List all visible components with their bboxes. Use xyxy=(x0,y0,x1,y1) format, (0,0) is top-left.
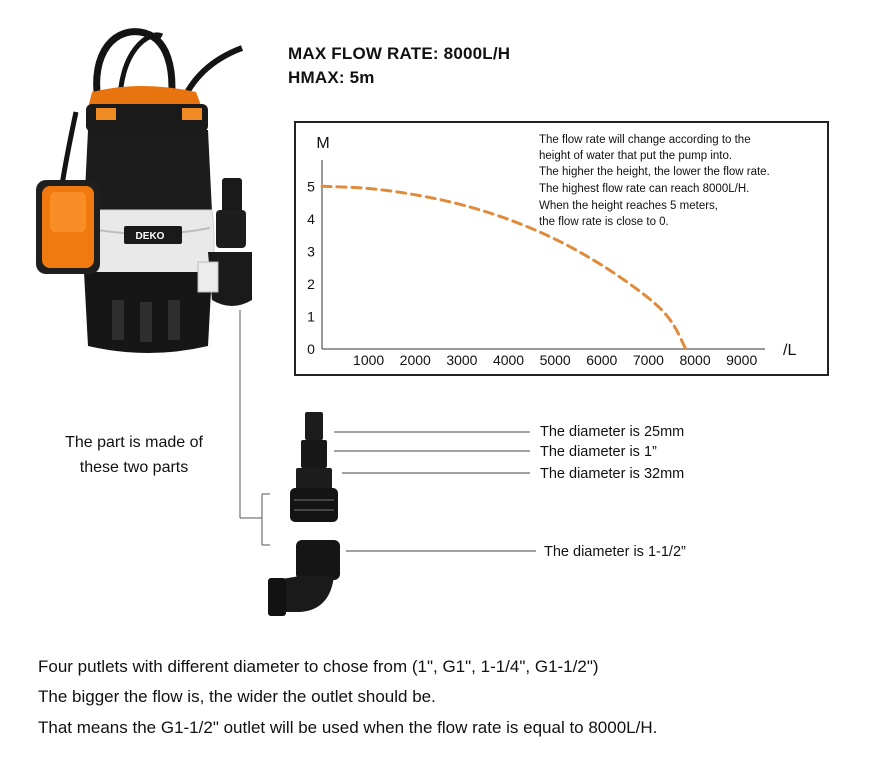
x-tick-label-5000: 5000 xyxy=(539,352,571,368)
y-tick-label-5: 5 xyxy=(307,178,315,195)
diameter-label-1in: The diameter is 1” xyxy=(540,444,657,460)
bottom-text-line-3: That means the G1-1/2" outlet will be used when the flow rate is equal to 8000L/H. xyxy=(38,718,658,737)
x-tick-label-8000: 8000 xyxy=(679,352,711,368)
chart-note-line-2: height of water that put the pump into. xyxy=(539,150,733,162)
x-tick-label-9000: 9000 xyxy=(726,352,758,368)
x-axis-label: /L xyxy=(783,342,797,359)
hmax-spec: HMAX: 5m xyxy=(288,68,375,87)
chart-note-line-1: The flow rate will change according to the xyxy=(539,134,751,146)
diameter-label-32mm: The diameter is 32mm xyxy=(540,466,685,482)
chart-note-line-4: The highest flow rate can reach 8000L/H. xyxy=(539,183,750,195)
y-tick-label-4: 4 xyxy=(307,210,315,227)
x-tick-label-3000: 3000 xyxy=(446,352,478,368)
y-tick-label-2: 2 xyxy=(307,275,315,292)
diameter-label-1-1-2in: The diameter is 1-1/2” xyxy=(544,544,686,560)
y-axis-label: M xyxy=(316,135,330,152)
max-flow-rate-spec: MAX FLOW RATE: 8000L/H xyxy=(288,44,511,63)
bottom-text-line-2: The bigger the flow is, the wider the outlet should be. xyxy=(38,687,436,706)
x-tick-label-1000: 1000 xyxy=(353,352,385,368)
x-tick-label-6000: 6000 xyxy=(586,352,618,368)
y-tick-label-0: 0 xyxy=(307,341,315,357)
x-tick-label-2000: 2000 xyxy=(399,352,431,368)
pump-brand: DEKO xyxy=(135,231,165,242)
parts-label-line-1: The part is made of xyxy=(65,434,203,451)
parts-label-line-2: these two parts xyxy=(79,459,189,476)
chart-note-line-6: the flow rate is close to 0. xyxy=(539,216,669,228)
bottom-text-line-1: Four putlets with different diameter to chose from (1", G1", 1-1/4", G1-1/2") xyxy=(38,657,599,676)
diameter-label-25mm: The diameter is 25mm xyxy=(540,424,685,440)
x-tick-label-7000: 7000 xyxy=(632,352,664,368)
y-tick-label-1: 1 xyxy=(307,308,315,325)
chart-note-line-5: When the height reaches 5 meters, xyxy=(539,200,718,212)
chart-note-line-3: The higher the height, the lower the flow rate. xyxy=(539,166,770,178)
y-tick-label-3: 3 xyxy=(307,243,315,260)
x-tick-label-4000: 4000 xyxy=(492,352,525,368)
